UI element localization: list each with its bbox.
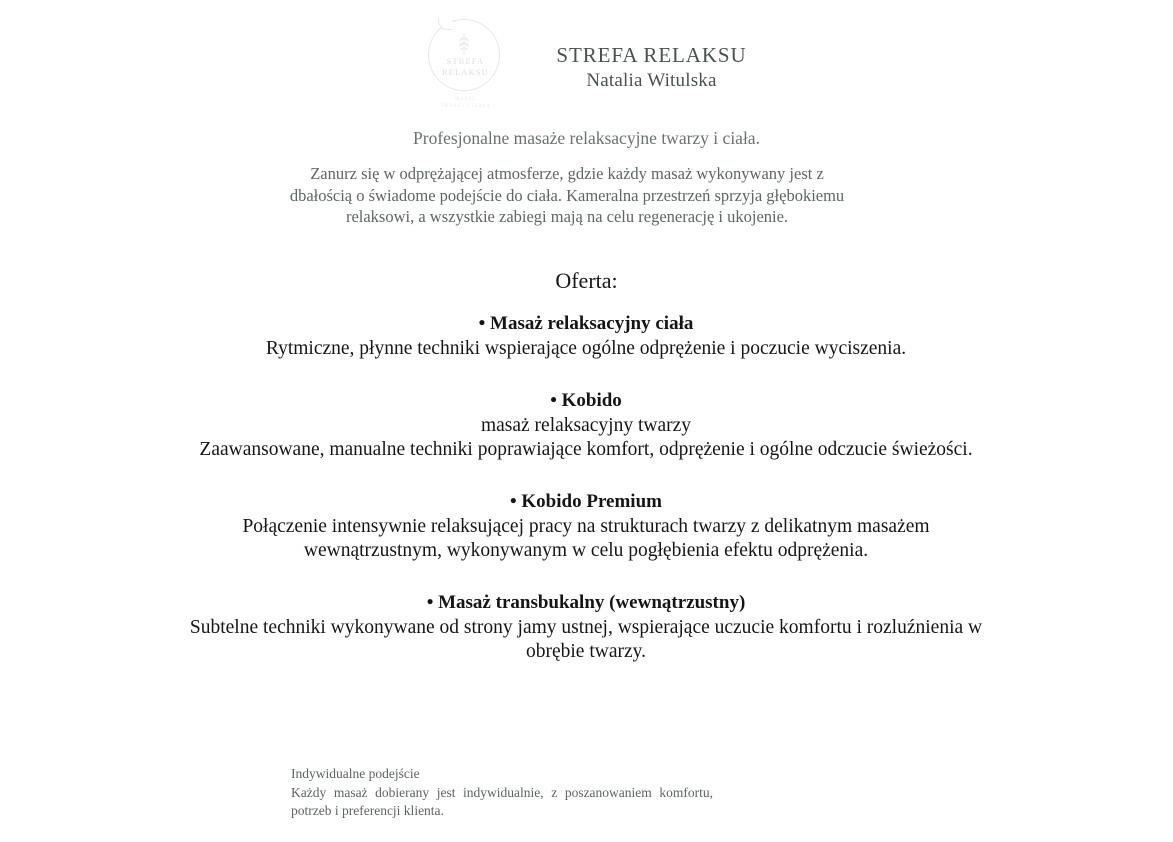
service-title: • Masaż transbukalny (wewnątrzustny) (426, 592, 746, 613)
service-description: Zaawansowane, manualne techniki poprawiające komfort, odprężenie i ogólne odczucie świeżości. (199, 439, 973, 460)
offer-heading: Oferta: (555, 268, 618, 293)
service-description: Subtelne techniki wykonywane od strony jamy ustnej, wspierające uczucie komfortu i rozluźnienia w obrębie twarzy. (189, 617, 983, 662)
intro-paragraph: Zanurz się w odprężającej atmosferze, gdzie każdy masaż wykonywany jest z dbałością o świadome podejście do ciała. Kameralna przestrzeń sprzyja głębokiemu relaksowi, a wszystkie zabiegi mają na celu regenerację i ukojenie. (289, 164, 845, 226)
document-header (0, 18, 1173, 122)
brand-subtitle: Natalia Witulska (586, 70, 717, 91)
brand-block (556, 18, 746, 93)
services-list (186, 310, 986, 664)
logo-wordmark-line1: STREFA (446, 56, 485, 66)
footer-block (291, 765, 713, 821)
footer-heading: Indywidualne podejście (291, 766, 420, 781)
service-title: • Masaż relaksacyjny ciała (478, 313, 694, 334)
logo-wordmark-line2: RELAKSU (441, 67, 489, 77)
logo-wordmark (426, 56, 504, 78)
tagline: Profesjonalne masaże relaksacyjne twarzy i ciała. (413, 128, 760, 148)
service-item (186, 589, 986, 664)
footer-body: Każdy masaż dobierany jest indywidualnie, z poszanowaniem komfortu, potrzeb i preferencji klienta. (291, 784, 713, 818)
service-item (186, 310, 986, 361)
logo-tagline (426, 96, 504, 110)
service-description: Połączenie intensywnie relaksującej pracy na strukturach twarzy z delikatnym masażem wewnątrzustnym, wykonywanym w celu pogłębienia efektu odprężenia. (242, 516, 930, 561)
laurel-sprig-icon (454, 31, 474, 56)
brand-logo (426, 18, 504, 118)
service-subtitle: masaż relaksacyjny twarzy (480, 415, 692, 436)
brand-title: STREFA RELAKSU (556, 43, 747, 67)
logo-tagline-line1: MASAŻ (454, 97, 476, 102)
service-item (186, 488, 986, 563)
service-title: • Kobido (550, 390, 622, 411)
service-description: Rytmiczne, płynne techniki wspierające ogólne odprężenie i poczucie wyciszenia. (265, 338, 907, 359)
logo-tagline-line2: TWARZY I CIAŁA (440, 104, 491, 109)
service-item (186, 387, 986, 462)
service-title: • Kobido Premium (510, 491, 662, 512)
